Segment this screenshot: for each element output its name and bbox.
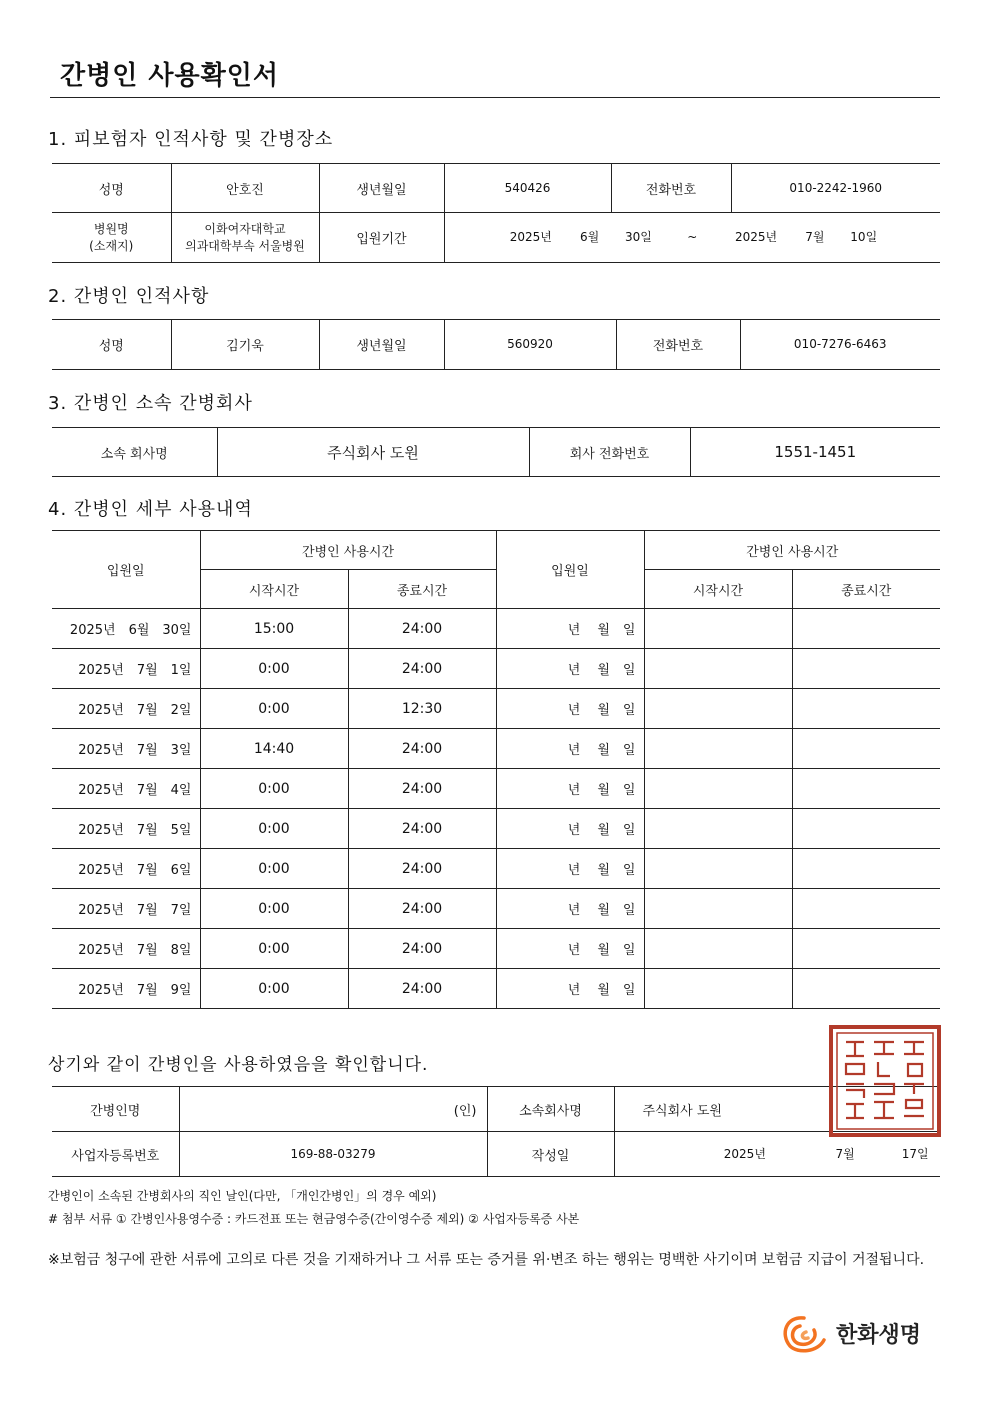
usage-start-time-blank (644, 889, 792, 929)
usage-date: 2025년 7월 6일 (52, 849, 200, 889)
company-seal-stamp (828, 1024, 942, 1138)
usage-start-time: 0:00 (200, 849, 348, 889)
usage-end-time: 24:00 (348, 929, 496, 969)
usage-end-time-blank (792, 969, 940, 1009)
usage-end-time-blank (792, 729, 940, 769)
usage-row (52, 729, 940, 769)
label-insured-name: 성명 (52, 164, 171, 213)
usage-start-time: 0:00 (200, 769, 348, 809)
header-time-left: 간병인 사용시간 (200, 531, 496, 570)
usage-start-time: 0:00 (200, 649, 348, 689)
usage-row (52, 929, 940, 969)
usage-end-time: 24:00 (348, 649, 496, 689)
usage-row (52, 649, 940, 689)
from-month: 6월 (579, 230, 600, 244)
usage-end-time-blank (792, 889, 940, 929)
usage-end-time: 24:00 (348, 849, 496, 889)
usage-end-time-blank (792, 809, 940, 849)
label-insured-phone: 전화번호 (611, 164, 731, 213)
confirmation-text: 상기와 같이 간병인을 사용하였음을 확인합니다. (48, 1055, 429, 1075)
seal-note: 간병인이 소속된 간병회사의 직인 날인(다만, 「개인간병인」의 경우 예외) (48, 1189, 437, 1203)
company-tel: 1551-1451 (690, 428, 940, 477)
business-number: 169-88-03279 (179, 1132, 487, 1177)
insured-birth: 540426 (444, 164, 611, 213)
period-tilde: ~ (687, 230, 698, 244)
usage-date-blank: 년 월 일 (496, 769, 644, 809)
label-affiliated-company: 소속회사명 (487, 1087, 614, 1132)
confirmation-table (52, 1086, 940, 1177)
usage-end-time: 12:30 (348, 689, 496, 729)
usage-end-time: 24:00 (348, 889, 496, 929)
usage-end-time: 24:00 (348, 969, 496, 1009)
usage-row (52, 769, 940, 809)
label-company-name: 소속 회사명 (52, 428, 217, 477)
usage-date: 2025년 7월 4일 (52, 769, 200, 809)
label-insured-birth: 생년월일 (319, 164, 444, 213)
usage-date-blank: 년 월 일 (496, 929, 644, 969)
section-4-heading: 4. 간병인 세부 사용내역 (48, 499, 253, 520)
to-day: 10일 (850, 230, 878, 244)
label-caregiver-name: 성명 (52, 320, 171, 370)
to-year: 2025년 (735, 230, 778, 244)
caregiver-phone: 010-7276-6463 (740, 320, 940, 370)
usage-date-blank: 년 월 일 (496, 889, 644, 929)
usage-start-time-blank (644, 849, 792, 889)
caregiver-signature-field: (인) (179, 1087, 487, 1132)
usage-start-time-blank (644, 969, 792, 1009)
from-day: 30일 (624, 230, 652, 244)
header-end-left: 종료시간 (348, 570, 496, 609)
header-date-left: 입원일 (52, 531, 200, 609)
from-year: 2025년 (509, 230, 552, 244)
section-3-heading: 3. 간병인 소속 간병회사 (48, 393, 253, 414)
header-start-right: 시작시간 (644, 570, 792, 609)
logo-text: 한화생명 (836, 1323, 922, 1348)
title-divider (50, 97, 940, 98)
usage-date-blank: 년 월 일 (496, 969, 644, 1009)
usage-date: 2025년 7월 3일 (52, 729, 200, 769)
usage-date: 2025년 7월 2일 (52, 689, 200, 729)
header-start-left: 시작시간 (200, 570, 348, 609)
caregiver-info-table (52, 319, 940, 370)
company-info-table (52, 427, 940, 477)
affiliated-company: 주식회사 도원 (614, 1087, 940, 1132)
usage-row (52, 809, 940, 849)
usage-row (52, 609, 940, 649)
caregiver-name: 김기욱 (171, 320, 319, 370)
usage-end-time-blank (792, 849, 940, 889)
usage-end-time: 24:00 (348, 769, 496, 809)
usage-date-blank: 년 월 일 (496, 849, 644, 889)
usage-start-time: 0:00 (200, 969, 348, 1009)
usage-end-time-blank (792, 929, 940, 969)
usage-end-time-blank (792, 609, 940, 649)
usage-date: 2025년 7월 7일 (52, 889, 200, 929)
usage-end-time: 24:00 (348, 809, 496, 849)
admission-period (444, 213, 940, 263)
header-time-right: 간병인 사용시간 (644, 531, 940, 570)
fraud-warning: ※보험금 청구에 관한 서류에 고의로 다른 것을 기재하거나 그 서류 또는 증거를 위·변조 하는 행위는 명백한 사기이며 보험금 지급이 거절됩니다. (48, 1252, 925, 1268)
label-caregiver-birth: 생년월일 (319, 320, 444, 370)
company-name: 주식회사 도원 (217, 428, 529, 477)
usage-date: 2025년 7월 8일 (52, 929, 200, 969)
usage-start-time: 15:00 (200, 609, 348, 649)
label-business-number: 사업자등록번호 (52, 1132, 179, 1177)
hospital-name-line-1: 이화여자대학교 (204, 221, 286, 236)
usage-date: 2025년 6월 30일 (52, 609, 200, 649)
usage-row (52, 969, 940, 1009)
usage-start-time: 0:00 (200, 689, 348, 729)
section-1-heading: 1. 피보험자 인적사항 및 간병장소 (48, 129, 334, 150)
usage-start-time-blank (644, 809, 792, 849)
usage-start-time-blank (644, 609, 792, 649)
section-2-heading: 2. 간병인 인적사항 (48, 286, 210, 307)
usage-row (52, 689, 940, 729)
usage-row (52, 889, 940, 929)
usage-start-time-blank (644, 729, 792, 769)
usage-start-time: 0:00 (200, 889, 348, 929)
usage-end-time: 24:00 (348, 609, 496, 649)
usage-rows (52, 609, 940, 1009)
usage-end-time-blank (792, 649, 940, 689)
usage-start-time-blank (644, 649, 792, 689)
usage-table (52, 530, 940, 1009)
label-company-tel: 회사 전화번호 (529, 428, 690, 477)
usage-start-time-blank (644, 929, 792, 969)
insured-phone: 010-2242-1960 (731, 164, 940, 213)
document-title: 간병인 사용확인서 (60, 61, 279, 91)
usage-start-time: 0:00 (200, 809, 348, 849)
label-caregiver-phone: 전화번호 (616, 320, 740, 370)
usage-date: 2025년 7월 5일 (52, 809, 200, 849)
to-month: 7월 (805, 230, 825, 244)
caregiver-birth: 560920 (444, 320, 616, 370)
header-end-right: 종료시간 (792, 570, 940, 609)
hospital-name (171, 213, 319, 263)
usage-start-time-blank (644, 689, 792, 729)
attachment-note: # 첨부 서류 ① 간병인사용영수증 : 카드전표 또는 현금영수증(간이영수증 제외) ② 사업자등록증 사본 (48, 1212, 580, 1226)
usage-end-time: 24:00 (348, 729, 496, 769)
label-hospital (52, 213, 171, 263)
usage-end-time-blank (792, 689, 940, 729)
usage-date-blank: 년 월 일 (496, 689, 644, 729)
written-year: 2025년 (723, 1146, 766, 1161)
usage-date-blank: 년 월 일 (496, 609, 644, 649)
usage-row (52, 849, 940, 889)
usage-end-time-blank (792, 769, 940, 809)
label-hospital-location: (소재지) (89, 238, 134, 253)
written-month: 7월 (835, 1146, 855, 1161)
usage-date: 2025년 7월 1일 (52, 649, 200, 689)
label-written-date: 작성일 (487, 1132, 614, 1177)
written-day: 17일 (901, 1146, 929, 1161)
insured-name: 안호진 (171, 164, 319, 213)
hospital-name-line-2: 의과대학부속 서울병원 (185, 238, 305, 253)
usage-date-blank: 년 월 일 (496, 649, 644, 689)
label-hospital-name: 병원명 (93, 221, 129, 236)
header-date-right: 입원일 (496, 531, 644, 609)
usage-start-time: 0:00 (200, 929, 348, 969)
usage-date-blank: 년 월 일 (496, 729, 644, 769)
label-admission-period: 입원기간 (319, 213, 444, 263)
insured-info-table (52, 163, 940, 263)
usage-date: 2025년 7월 9일 (52, 969, 200, 1009)
usage-start-time-blank (644, 769, 792, 809)
usage-date-blank: 년 월 일 (496, 809, 644, 849)
label-caregiver-signature: 간병인명 (52, 1087, 179, 1132)
usage-start-time: 14:40 (200, 729, 348, 769)
written-date (614, 1132, 940, 1177)
